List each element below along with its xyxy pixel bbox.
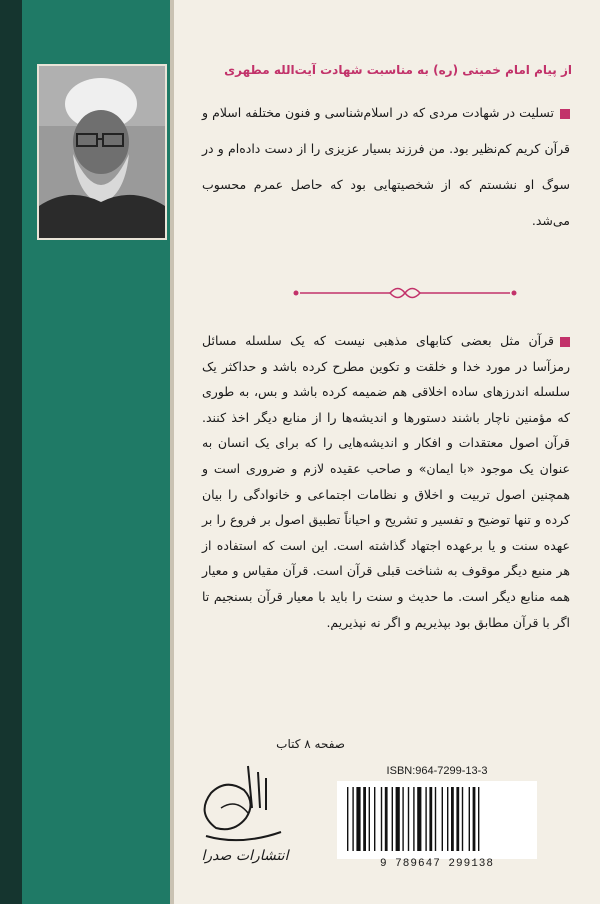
barcode-bar <box>408 787 409 851</box>
barcode-bar <box>435 787 436 851</box>
barcode-bar <box>469 787 470 851</box>
quote-text-2: قرآن مثل بعضی کتابهای مذهبی نیست که یک سلسله مسائل رمزآسا در مورد خدا و خلقت و تکوین مطرح کرده باشد و حداکثر یک سلسله اندرزهای ساده اخلاقی هم ضمیمه کرده باشد و بس، به طوری که مؤمنین ناچار باشند دستورها و اندیشه‌ها را از منابع دیگر اخذ کنند. قرآن اصول معتقدات و افکار و اندیشه‌هایی را که برای یک انسان به عنوان یک موجود «با ایمان» و صاحب عقیده لازم و ضروری است و همچنین اصول تربیت و اخلاق و نظامات اجتماعی و خانوادگی را بیان کرده و تنها توضیح و تفسیر و تشریح و احیاناً تطبیق اصول بر فروع را بر عهده سنت و یا برعهده اجتهاد گذاشته است. این است که استفاده از هر منبع دیگر موقوف به شناخت قبلی قرآن است. قرآن مقیاس و معیار همه منابع دیگر است. ما حدیث و سنت را باید با معیار قرآن بسنجیم تا اگر با قرآن مطابق بود بپذیریم و اگر نه نپذیریم. <box>202 333 570 630</box>
bullet-icon <box>560 109 570 119</box>
isbn-label: ISBN:964-7299-13-3 <box>386 765 488 777</box>
barcode-bar <box>385 787 388 851</box>
barcode-bar <box>347 787 348 851</box>
quote-text-1: تسلیت در شهادت مردی که در اسلام‌شناسی و فنون مختلفه اسلام و قرآن کریم کم‌نظیر بود. من فرزند بسیار عزیزی را از دست داده‌ام و در سوگ او نشستم که از شخصیتهایی بود که حاصل عمرم محسوب می‌شد. <box>202 105 570 228</box>
publisher-name: انتشارات صدرا <box>201 848 289 864</box>
header-title: از پیام امام خمینی (ره) به مناسبت شهادت آیت‌الله مطهری <box>224 63 572 77</box>
barcode-bar <box>352 787 353 851</box>
publisher-logo-icon <box>186 758 296 848</box>
barcode-bars <box>345 787 529 853</box>
barcode-bar <box>451 787 454 851</box>
barcode-bar <box>356 787 360 851</box>
quote-paragraph-2 <box>202 328 570 635</box>
barcode-bar <box>447 787 448 851</box>
barcode-bar <box>417 787 421 851</box>
barcode-bar <box>369 787 370 851</box>
barcode-bar <box>374 787 375 851</box>
barcode-bar <box>363 787 366 851</box>
barcode-bar <box>381 787 382 851</box>
bullet-icon <box>560 337 570 347</box>
book-spine <box>0 0 22 904</box>
barcode-bar <box>442 787 443 851</box>
author-portrait <box>37 64 167 240</box>
source-reference: صفحه ۸ کتاب <box>276 737 345 751</box>
barcode-number: 9 789647 299138 <box>379 858 495 870</box>
barcode-bar <box>473 787 476 851</box>
barcode-bar <box>429 787 432 851</box>
barcode-bar <box>462 787 463 851</box>
barcode-bar <box>425 787 426 851</box>
barcode-bar <box>392 787 393 851</box>
band-edge <box>170 0 174 904</box>
barcode <box>337 781 537 859</box>
quote-paragraph-1 <box>202 95 570 239</box>
barcode-bar <box>396 787 400 851</box>
barcode-bar <box>402 787 403 851</box>
barcode-bar <box>413 787 414 851</box>
ornamental-divider <box>290 284 520 302</box>
barcode-bar <box>456 787 459 851</box>
barcode-bar <box>478 787 479 851</box>
